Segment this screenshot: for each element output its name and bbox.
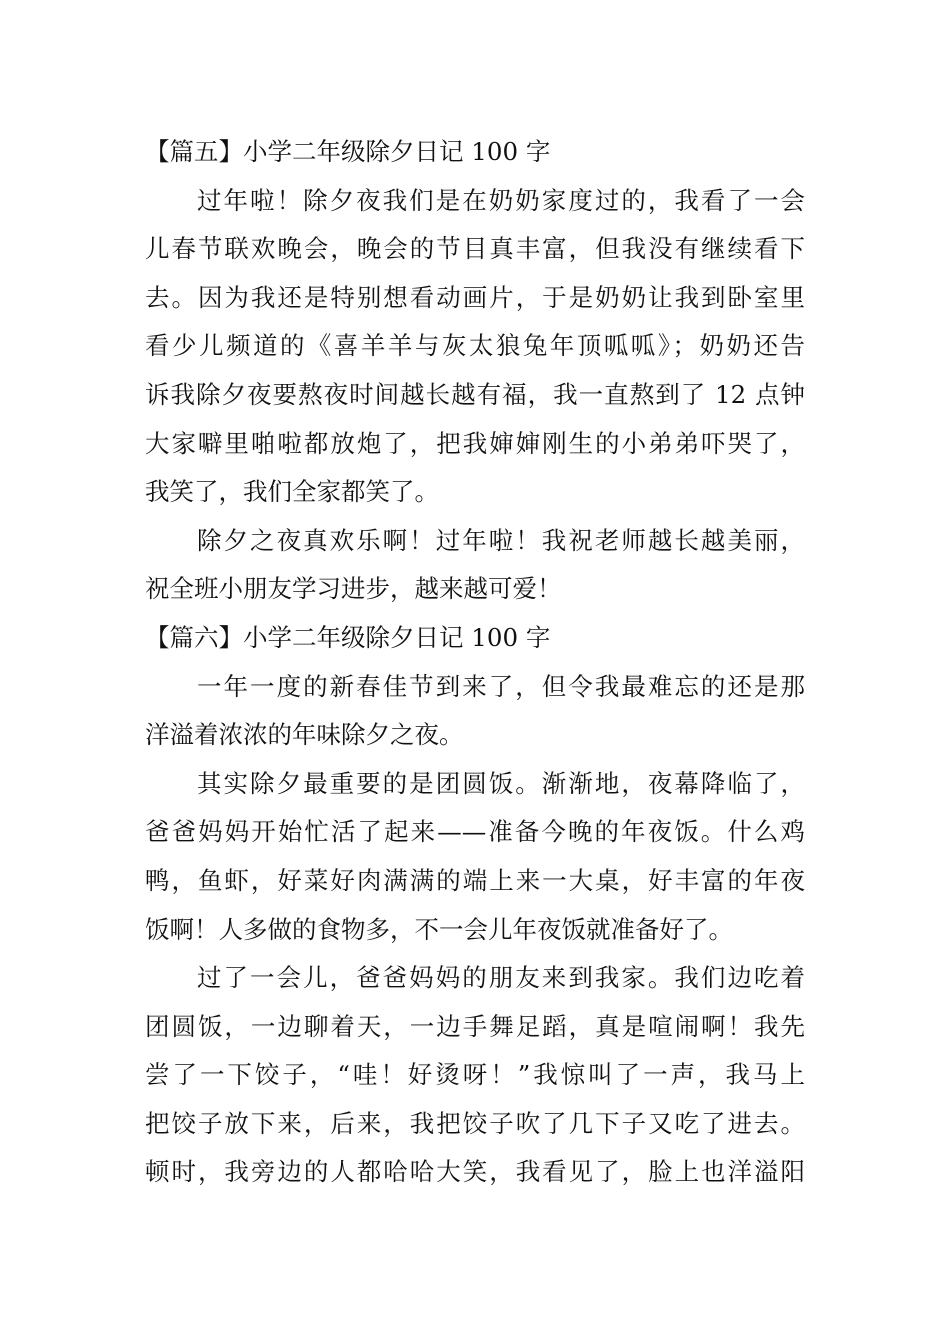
- paragraph-line: 祝全班小朋友学习进步，越来越可爱！: [145, 574, 562, 604]
- paragraph-line: 过年啦！除夕夜我们是在奶奶家度过的，我看了一会: [197, 185, 805, 215]
- paragraph-line: 饭啊！人多做的食物多，不一会儿年夜饭就准备好了。: [145, 914, 733, 944]
- paragraph-line: 洋溢着浓浓的年味除夕之夜。: [145, 720, 464, 750]
- paragraph-line: 看少儿频道的《喜羊羊与灰太狼兔年顶呱呱》；奶奶还告: [145, 331, 805, 361]
- section-heading: 【篇六】小学二年级除夕日记 100 字: [145, 622, 551, 652]
- paragraph-line: 儿春节联欢晚会，晚会的节目真丰富，但我没有继续看下: [145, 234, 805, 264]
- paragraph-line: 爸爸妈妈开始忙活了起来——准备今晚的年夜饭。什么鸡: [145, 817, 805, 847]
- paragraph-line: 诉我除夕夜要熬夜时间越长越有福，我一直熬到了 12 点钟: [145, 379, 805, 409]
- paragraph-line: 团圆饭，一边聊着天，一边手舞足蹈，真是喧闹啊！我先: [145, 1011, 805, 1041]
- section-heading: 【篇五】小学二年级除夕日记 100 字: [145, 137, 551, 166]
- paragraph-line: 我笑了，我们全家都笑了。: [145, 477, 439, 507]
- document-page: [145, 128, 805, 1197]
- paragraph-line: 顿时，我旁边的人都哈哈大笑，我看见了，脸上也洋溢阳: [145, 1157, 805, 1187]
- paragraph-line: 去。因为我还是特别想看动画片，于是奶奶让我到卧室里: [145, 282, 805, 312]
- paragraph-line: 大家噼里啪啦都放炮了，把我婶婶刚生的小弟弟吓哭了，: [145, 428, 805, 458]
- paragraph-line: 其实除夕最重要的是团圆饭。渐渐地，夜幕降临了，: [197, 768, 805, 798]
- paragraph-line: 把饺子放下来，后来，我把饺子吹了几下子又吃了进去。: [145, 1108, 805, 1138]
- paragraph-line: 一年一度的新春佳节到来了，但令我最难忘的还是那: [197, 671, 805, 701]
- paragraph-line: 鸭，鱼虾，好菜好肉满满的端上来一大桌，好丰富的年夜: [145, 865, 805, 895]
- paragraph-line: 除夕之夜真欢乐啊！过年啦！我祝老师越长越美丽，: [197, 525, 805, 555]
- paragraph-line: 过了一会儿，爸爸妈妈的朋友来到我家。我们边吃着: [197, 963, 805, 993]
- paragraph-line: 尝了一下饺子，“哇！好烫呀！”我惊叫了一声，我马上: [145, 1060, 805, 1090]
